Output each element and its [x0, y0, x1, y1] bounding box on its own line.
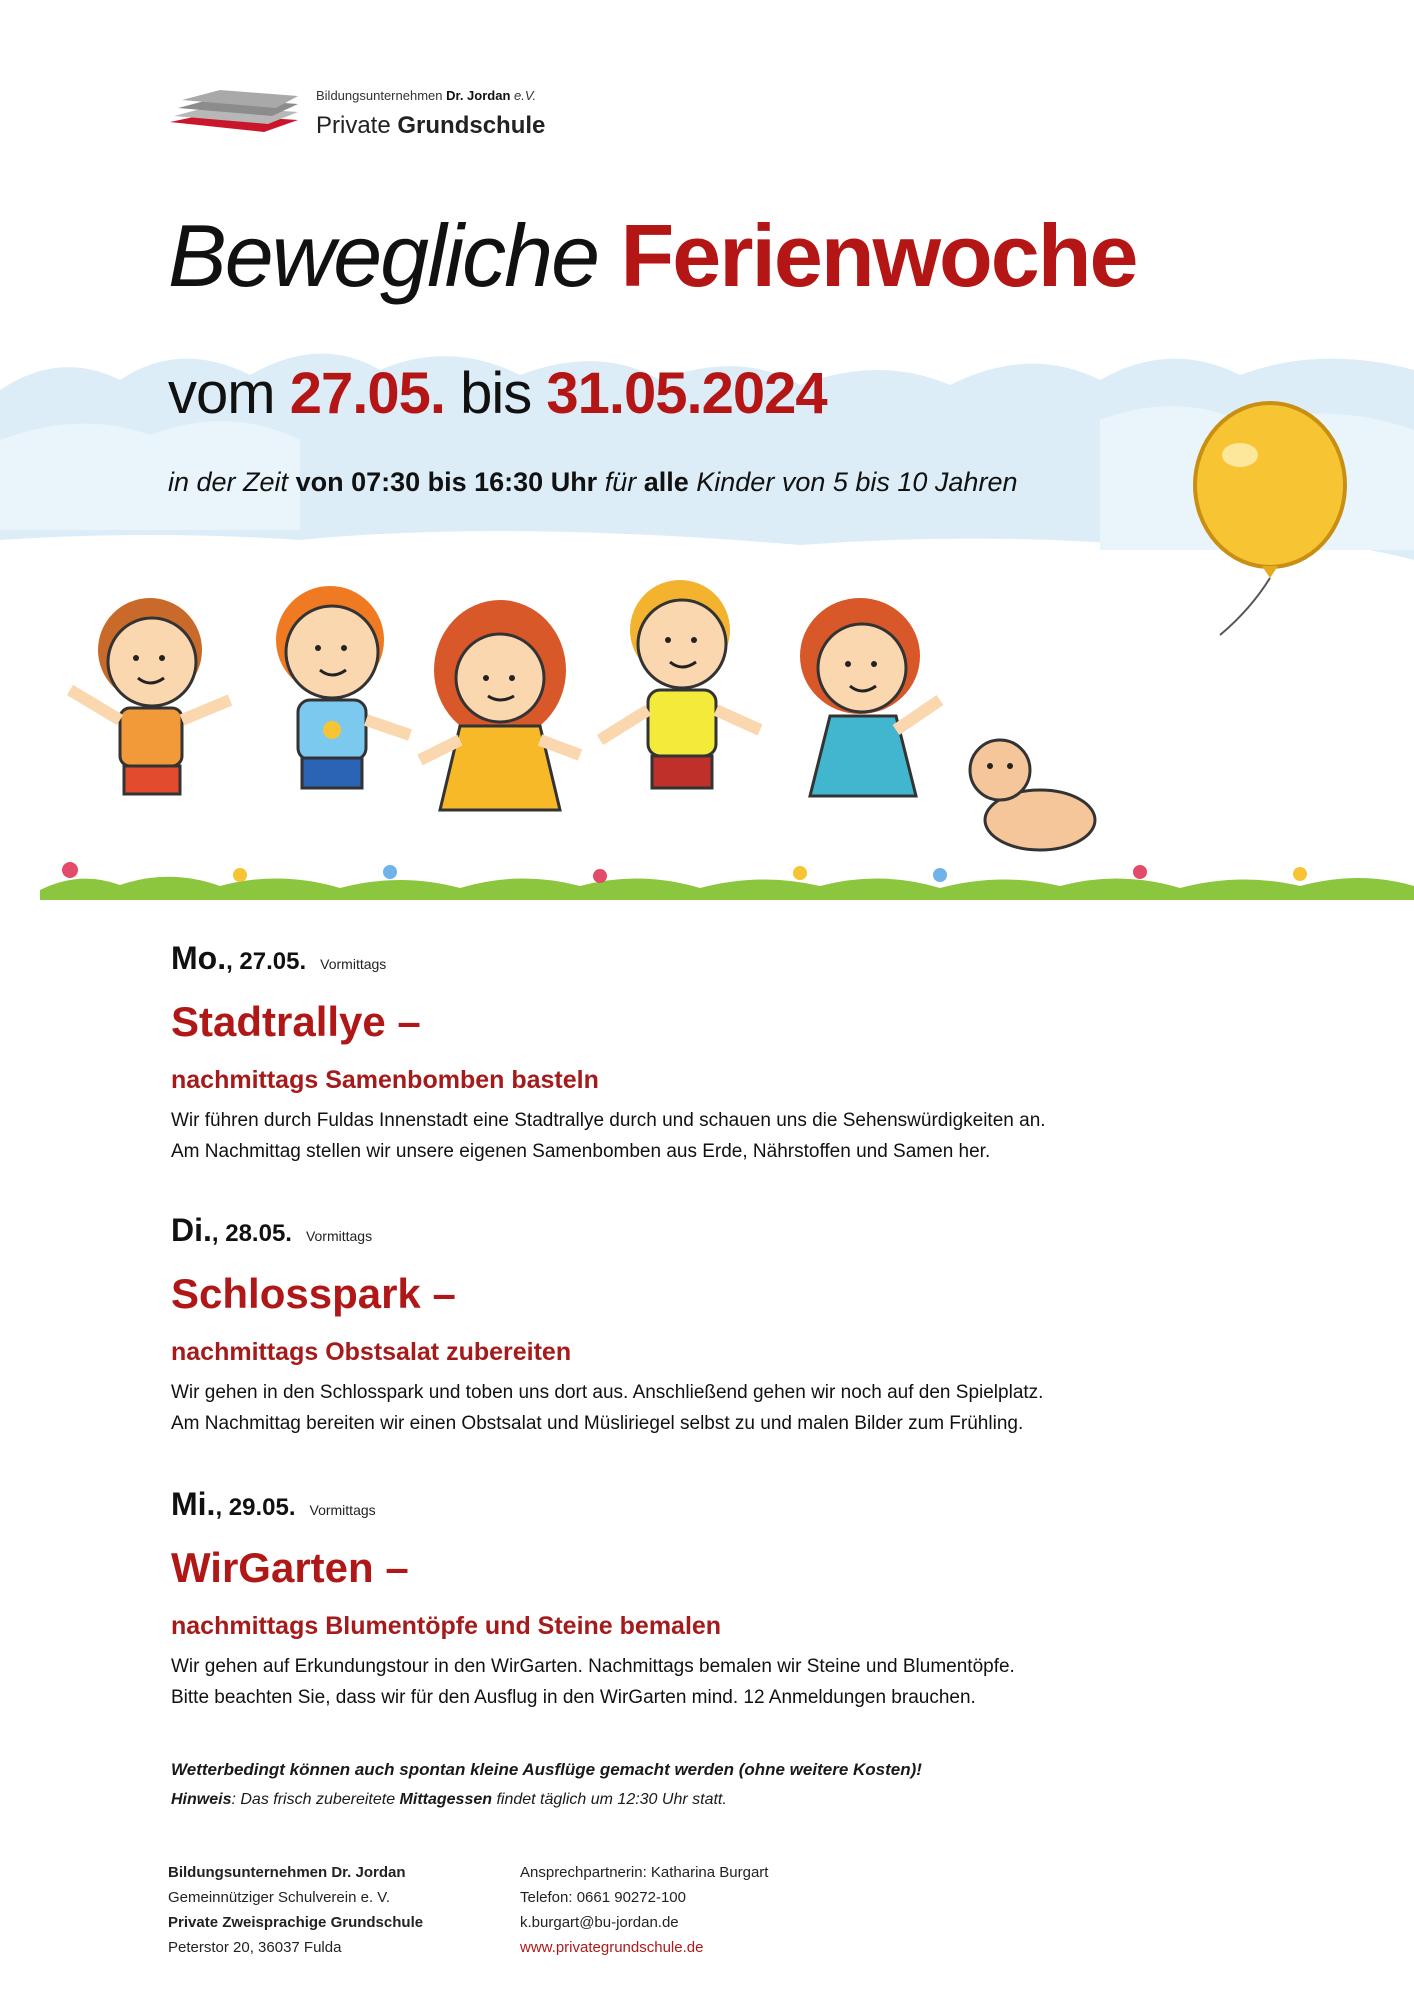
- activity-description-1: [171, 1105, 1171, 1167]
- description-line: Am Nachmittag stellen wir unsere eigenen Samenbomben aus Erde, Nährstoffen und Samen her.: [171, 1141, 991, 1162]
- footer-school: Private Zweisprachige Grundschule: [168, 1914, 424, 1931]
- description-line: Wir führen durch Fuldas Innenstadt eine Stadtrallye durch und schauen uns die Sehenswürdigkeiten an.: [171, 1110, 1046, 1131]
- child-5: [800, 598, 940, 796]
- footer-street: Peterstor 20, 36037 Fulda: [168, 1939, 342, 1956]
- logo: [168, 84, 548, 154]
- child-3: [420, 600, 580, 810]
- hint-note: Hinweis: Das frisch zubereitete Mittagessen findet täglich um 12:30 Uhr statt.: [171, 1791, 727, 1808]
- footer-association: Gemeinnütziger Schulverein e. V.: [168, 1889, 391, 1906]
- activity-title-2: Schlosspark –: [171, 1270, 456, 1317]
- books-logo-icon: [168, 84, 308, 144]
- day-heading-2: Di., 28.05. Vormittags: [171, 1212, 373, 1248]
- description-line: Am Nachmittag bereiten wir einen Obstsalat und Müsliriegel selbst zu und malen Bilder zum Frühling.: [171, 1413, 1024, 1434]
- activity-subtitle-3: nachmittags Blumentöpfe und Steine bemalen: [171, 1612, 722, 1640]
- activity-title-3: WirGarten –: [171, 1544, 409, 1591]
- footer-website-link[interactable]: www.privategrundschule.de: [520, 1939, 704, 1956]
- activity-description-3: [171, 1651, 1171, 1713]
- dog: [970, 740, 1095, 850]
- activity-description-2: [171, 1377, 1171, 1439]
- activity-title-1: Stadtrallye –: [171, 998, 421, 1045]
- footer-phone: Telefon: 0661 90272-100: [520, 1889, 686, 1906]
- activity-subtitle-1: nachmittags Samenbomben basteln: [171, 1066, 599, 1094]
- footer-org: Bildungsunternehmen Dr. Jordan: [168, 1864, 406, 1881]
- footer-contact-person: Ansprechpartnerin: Katharina Burgart: [520, 1864, 769, 1881]
- child-4: [600, 580, 760, 788]
- logo-organization: Bildungsunternehmen Dr. Jordan e.V.: [316, 88, 537, 103]
- time-info: in der Zeit von 07:30 bis 16:30 Uhr für alle Kinder von 5 bis 10 Jahren: [168, 467, 1018, 497]
- description-line: Wir gehen auf Erkundungstour in den WirGarten. Nachmittags bemalen wir Steine und Blumentöpfe.: [171, 1656, 1015, 1677]
- description-line: Bitte beachten Sie, dass wir für den Ausflug in den WirGarten mind. 12 Anmeldungen brauchen.: [171, 1687, 976, 1708]
- day-heading-1: Mo., 27.05. Vormittags: [171, 940, 387, 976]
- date-range: vom 27.05. bis 31.05.2024: [168, 361, 827, 426]
- footer-address: [168, 1860, 423, 1960]
- child-2: [276, 586, 410, 788]
- page-title: Bewegliche Ferienwoche: [168, 206, 1137, 305]
- description-line: Wir gehen in den Schlosspark und toben uns dort aus. Anschließend gehen wir noch auf den Spielplatz.: [171, 1382, 1044, 1403]
- child-1: [70, 598, 230, 794]
- footer-contact: [520, 1860, 768, 1960]
- activity-subtitle-2: nachmittags Obstsalat zubereiten: [171, 1338, 572, 1366]
- footer-email-link[interactable]: k.burgart@bu-jordan.de: [520, 1914, 679, 1931]
- logo-school-name: Private Grundschule: [316, 112, 546, 139]
- day-heading-3: Mi., 29.05. Vormittags: [171, 1486, 376, 1522]
- children-illustration: [40, 570, 1414, 900]
- weather-note: Wetterbedingt können auch spontan kleine Ausflüge gemacht werden (ohne weitere Kosten)!: [171, 1760, 922, 1779]
